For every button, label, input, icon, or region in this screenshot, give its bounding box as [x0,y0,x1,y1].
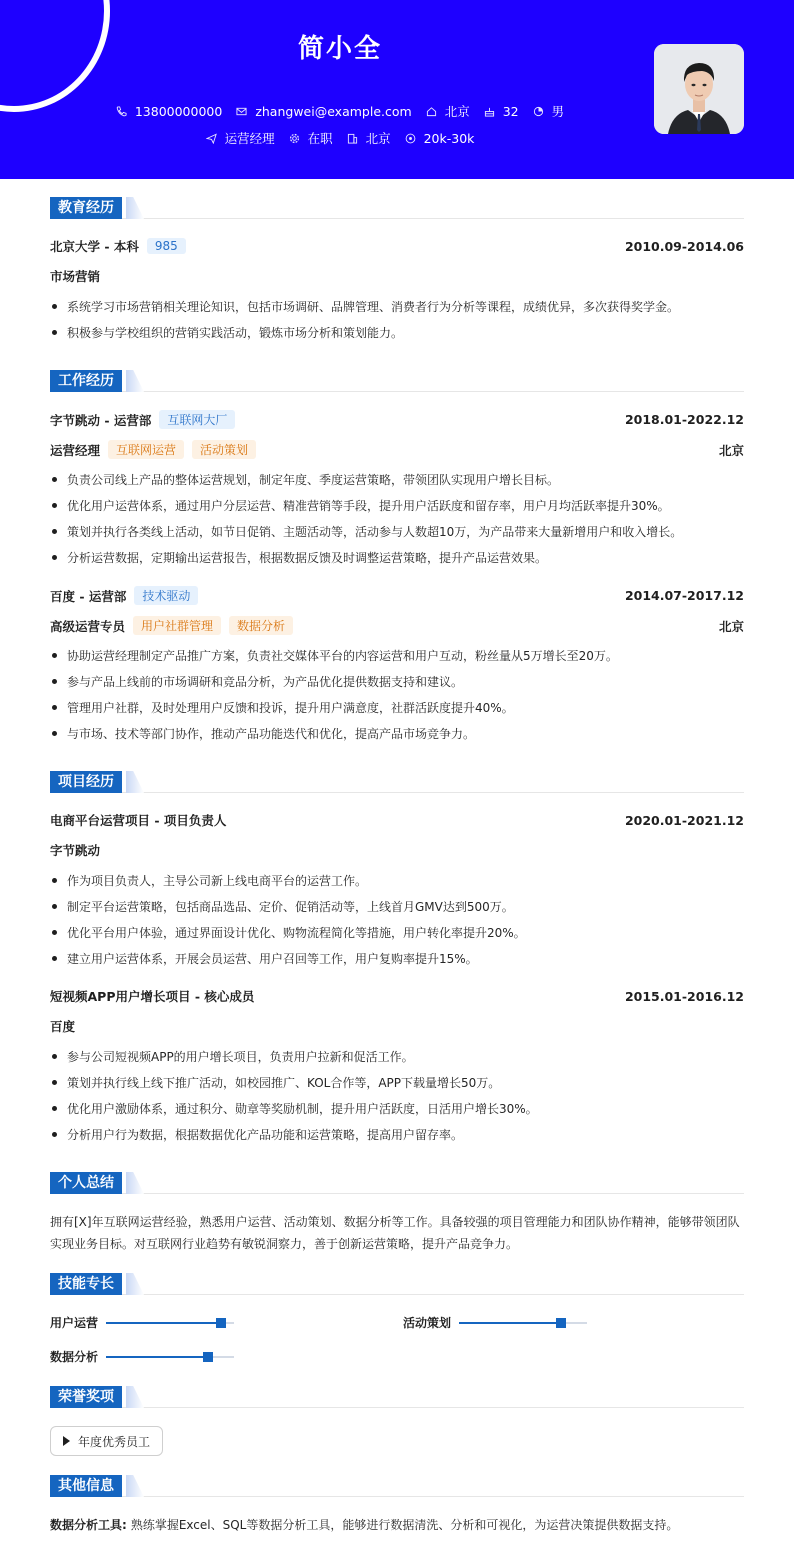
work-role-row [50,440,744,459]
job-title: 运营经理 [50,442,101,458]
other-info-text: 熟练掌握Excel、SQL等数据分析工具，能够进行数据清洗、分析和可视化，为运营决策提供数据支持。 [130,1518,679,1532]
email-text: zhangwei@example.com [255,103,412,119]
award-name: 年度优秀员工 [78,1434,151,1449]
age-info [484,102,519,120]
skill-level-fill [459,1322,561,1324]
section-title: 工作经历 [50,370,122,392]
job-title: 高级运营专员 [50,618,126,634]
work-city: 北京 [718,442,744,458]
phone-icon [116,106,127,117]
status-text: 在职 [307,131,333,146]
list-item: 系统学习市场营销相关理论知识，包括市场调研、品牌管理、消费者行为分析等课程，成绩优异，多次获得奖学金。 [50,298,744,315]
skill-level-bar [459,1322,587,1324]
skill-name: 活动策划 [403,1316,452,1330]
list-item: 建立用户运营体系，开展会员运营、用户召回等工作，用户复购率提升15%。 [50,950,744,967]
coin-icon [405,133,416,144]
skill-level-knob [216,1318,226,1328]
list-item: 策划并执行各类线上活动，如节日促销、主题活动等，活动参与人数超10万，为产品带来大量新增用户和收入增长。 [50,523,744,540]
company-badge: 互联网大厂 [159,410,235,429]
list-item: 优化平台用户体验，通过界面设计优化、购物流程简化等措施，用户转化率提升20%。 [50,924,744,941]
section-title: 教育经历 [50,197,122,219]
list-item: 优化用户激励体系，通过积分、勋章等奖励机制，提升用户活跃度，日活用户增长30%。 [50,1100,744,1117]
position-info [206,129,275,147]
skill-item [50,1348,234,1365]
list-item: 策划并执行线上线下推广活动，如校园推广、KOL合作等，APP下载量增长50万。 [50,1074,744,1091]
home-icon [426,106,437,117]
list-item: 参与产品上线前的市场调研和竞品分析，为产品优化提供数据支持和建议。 [50,673,744,690]
major-row [50,267,744,285]
work-date: 2014.07-2017.12 [624,588,744,603]
section-work [50,370,744,392]
skill-level-fill [106,1356,208,1358]
phone-text: 13800000000 [134,103,223,119]
position-text: 运营经理 [224,131,275,146]
section-education [50,197,744,219]
gender-info [533,102,565,120]
work-city: 北京 [718,618,744,634]
email-info [236,102,411,120]
section-tag-tail [126,1386,144,1408]
section-tag-tail [126,370,144,392]
gender-icon [533,106,544,117]
skill-level-fill [106,1322,221,1324]
summary-line: 拥有[X]年互联网运营经验，熟悉用户运营、活动策划、数据分析等工作。具备较强的项目管理能力和团队协作精神，能够带领团队 [50,1215,740,1229]
section-tag-tail [126,1273,144,1295]
job-intent-row [0,129,680,147]
list-item: 参与公司短视频APP的用户增长项目，负责用户拉新和促活工作。 [50,1048,744,1065]
project-org-row [50,1017,744,1035]
section-tag-tail [126,1475,144,1497]
skill-tag: 活动策划 [192,440,256,459]
work-header-row [50,586,744,605]
location-text: 北京 [444,104,470,119]
section-skills [50,1273,744,1295]
work-date: 2018.01-2022.12 [624,412,744,427]
section-tag-tail [126,771,144,793]
section-other [50,1475,744,1497]
school-name: 北京大学 - 本科 [50,239,139,254]
other-info-row [50,1516,744,1533]
list-item: 管理用户社群，及时处理用户反馈和投诉，提升用户满意度，社群活跃度提升40%。 [50,699,744,716]
school-badge: 985 [147,238,186,254]
major-name: 市场营销 [50,269,101,284]
age-text: 32 [502,103,519,119]
skill-level-bar [106,1356,234,1358]
list-item: 作为项目负责人，主导公司新上线电商平台的运营工作。 [50,872,744,889]
project-header-row [50,811,744,829]
skill-item [50,1314,234,1331]
section-tag-tail [126,197,144,219]
project-title: 短视频APP用户增长项目 - 核心成员 [50,989,255,1004]
list-item: 制定平台运营策略，包括商品选品、定价、促销活动等，上线首月GMV达到500万。 [50,898,744,915]
section-summary [50,1172,744,1194]
skill-level-knob [203,1352,213,1362]
skill-level-knob [556,1318,566,1328]
project-org: 字节跳动 [50,843,101,858]
list-item: 分析运营数据，定期输出运营报告，根据数据反馈及时调整运营策略，提升产品运营效果。 [50,549,744,566]
project-org: 百度 [50,1019,76,1034]
gear-icon [289,133,300,144]
mail-icon [236,106,247,117]
list-item: 协助运营经理制定产品推广方案，负责社交媒体平台的内容运营和用户互动，粉丝量从5万增长至20万。 [50,647,744,664]
building-icon [347,133,358,144]
education-header-row [50,237,744,255]
skill-tag: 用户社群管理 [133,616,221,635]
skill-tag: 数据分析 [229,616,293,635]
skill-name: 用户运营 [50,1316,99,1330]
project-header-row [50,987,744,1005]
list-item: 优化用户运营体系，通过用户分层运营、精准营销等手段，提升用户活跃度和留存率，用户月均活跃率提升30%。 [50,497,744,514]
section-title: 个人总结 [50,1172,122,1194]
salary-info [405,129,475,147]
section-title: 荣誉奖项 [50,1386,122,1408]
avatar-portrait [654,44,744,134]
skill-level-bar [106,1322,234,1324]
play-triangle-icon [63,1436,70,1446]
company-badge: 技术驱动 [134,586,198,605]
award-item[interactable] [50,1426,163,1456]
candidate-name: 简小全 [297,34,382,64]
work-header-row [50,410,744,429]
project-date: 2015.01-2016.12 [624,988,744,1004]
profile-photo [654,44,744,134]
skill-tag: 互联网运营 [108,440,184,459]
list-item: 负责公司线上产品的整体运营规划，制定年度、季度运营策略，带领团队实现用户增长目标。 [50,471,744,488]
company-name: 字节跳动 - 运营部 [50,412,152,428]
gender-text: 男 [551,104,565,119]
section-title: 项目经历 [50,771,122,793]
phone-info [116,102,222,120]
skill-name: 数据分析 [50,1350,99,1364]
skill-item [403,1314,587,1331]
list-item: 分析用户行为数据，根据数据优化产品功能和运营策略，提高用户留存率。 [50,1126,744,1143]
city-text: 北京 [365,131,391,146]
list-item: 与市场、技术等部门协作，推动产品功能迭代和优化，提高产品市场竞争力。 [50,725,744,742]
project-org-row [50,841,744,859]
cake-icon [484,106,495,117]
status-info [289,129,333,147]
other-info-label: 数据分析工具: [50,1518,127,1532]
project-title: 电商平台运营项目 - 项目负责人 [50,813,227,828]
city-info [347,129,391,147]
location-info [426,102,470,120]
salary-text: 20k-30k [423,130,475,146]
contact-row [0,102,680,120]
company-name: 百度 - 运营部 [50,588,127,604]
section-tag-tail [126,1172,144,1194]
send-icon [206,133,217,144]
resume-header [0,0,794,179]
work-role-row [50,616,744,635]
list-item: 积极参与学校组织的营销实践活动，锻炼市场分析和策划能力。 [50,324,744,341]
section-awards [50,1386,744,1408]
section-projects [50,771,744,793]
project-date: 2020.01-2021.12 [624,812,744,828]
section-title: 技能专长 [50,1273,122,1295]
education-date: 2010.09-2014.06 [624,238,744,254]
section-title: 其他信息 [50,1475,122,1497]
summary-line: 实现业务目标。对互联网行业趋势有敏锐洞察力，善于创新运营策略，提升产品竞争力。 [50,1237,519,1251]
